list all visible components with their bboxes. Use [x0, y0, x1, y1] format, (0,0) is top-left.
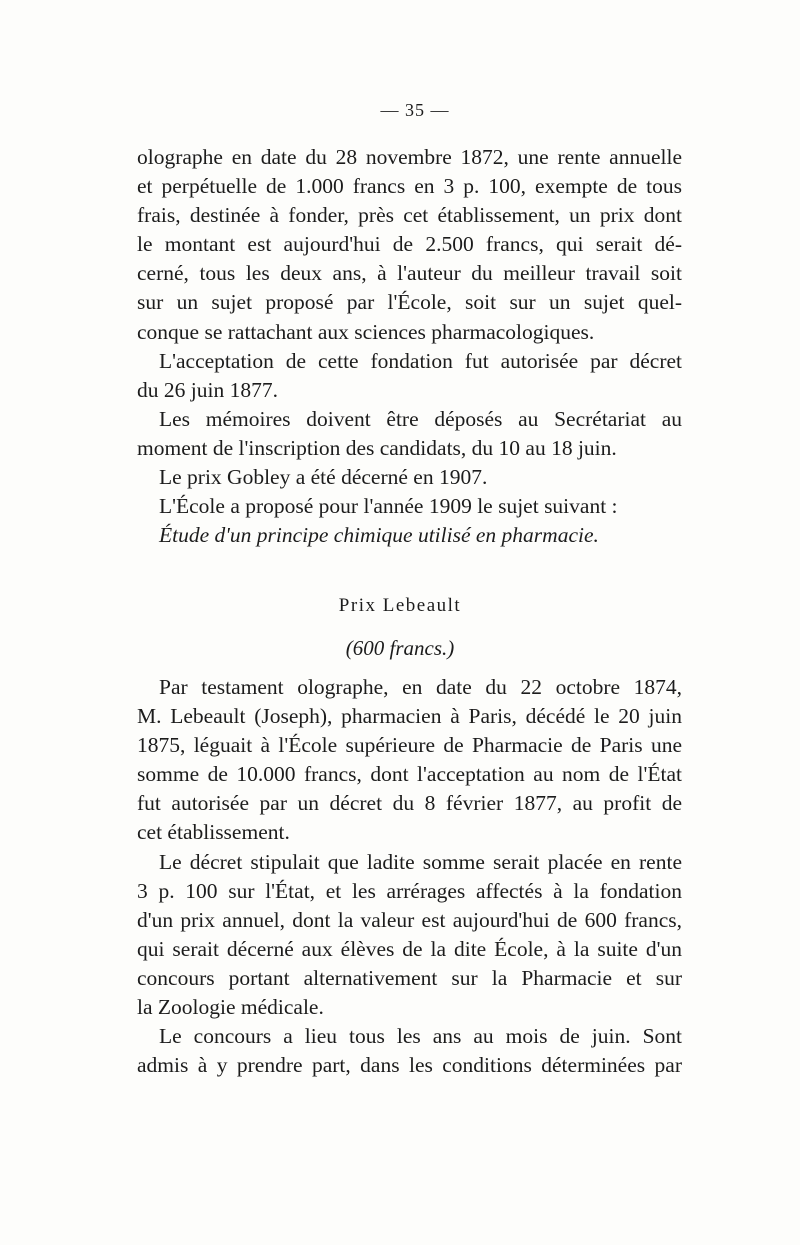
text-line: M. Lebeault (Joseph), pharmacien à Paris, décédé le 20 juin: [137, 704, 682, 729]
text-line: frais, destinée à fonder, près cet établissement, un prix dont: [137, 203, 682, 228]
text-line: la Zoologie médicale.: [137, 995, 324, 1020]
text-line: qui serait décerné aux élèves de la dite École, à la suite d'un: [137, 936, 682, 961]
text-line: admis à y prendre part, dans les conditions déterminées par: [137, 1053, 682, 1078]
text-line: concours portant alternativement sur la Pharmacie et sur: [137, 965, 682, 990]
text-line: le montant est aujourd'hui de 2.500 francs, qui serait dé-: [137, 232, 682, 257]
text-line: 3 p. 100 sur l'État, et les arrérages affectés à la fondation: [137, 878, 682, 903]
section-heading: Prix Lebeault: [338, 595, 462, 616]
text-line: Le concours a lieu tous les ans au mois de juin. Sont: [159, 1024, 682, 1049]
section-subheading: (600 francs.): [345, 636, 455, 660]
text-line: d'un prix annuel, dont la valeur est aujourd'hui de 600 francs,: [137, 907, 682, 932]
text-block-lebeault: [137, 673, 682, 1080]
text-block-gobley: [137, 143, 682, 550]
text-line: sur un sujet proposé par l'École, soit sur un sujet quel-: [137, 290, 682, 315]
page-number: — 35 —: [380, 100, 450, 120]
text-line: Le prix Gobley a été décerné en 1907.: [159, 465, 488, 490]
text-line: et perpétuelle de 1.000 francs en 3 p. 100, exempte de tous: [137, 174, 682, 199]
text-line: L'acceptation de cette fondation fut autorisée par décret: [159, 348, 682, 373]
text-line: Les mémoires doivent être déposés au Secrétariat au: [159, 406, 682, 431]
text-line: conque se rattachant aux sciences pharmacologiques.: [137, 319, 595, 344]
text-line: fut autorisée par un décret du 8 février 1877, au profit de: [137, 791, 682, 816]
text-line: Étude d'un principe chimique utilisé en pharmacie.: [159, 523, 599, 548]
text-line: cerné, tous les deux ans, à l'auteur du meilleur travail soit: [137, 261, 682, 286]
text-line: cet établissement.: [137, 820, 290, 845]
text-line: Le décret stipulait que ladite somme serait placée en rente: [159, 849, 682, 874]
text-line: somme de 10.000 francs, dont l'acceptation au nom de l'État: [137, 762, 682, 787]
text-line: olographe en date du 28 novembre 1872, une rente annuelle: [137, 145, 682, 169]
text-line: L'École a proposé pour l'année 1909 le sujet suivant :: [159, 494, 618, 519]
text-line: Par testament olographe, en date du 22 octobre 1874,: [159, 675, 682, 699]
text-line: 1875, léguait à l'École supérieure de Pharmacie de Paris une: [137, 733, 682, 758]
text-line: du 26 juin 1877.: [137, 377, 278, 402]
text-line: moment de l'inscription des candidats, du 10 au 18 juin.: [137, 435, 617, 460]
